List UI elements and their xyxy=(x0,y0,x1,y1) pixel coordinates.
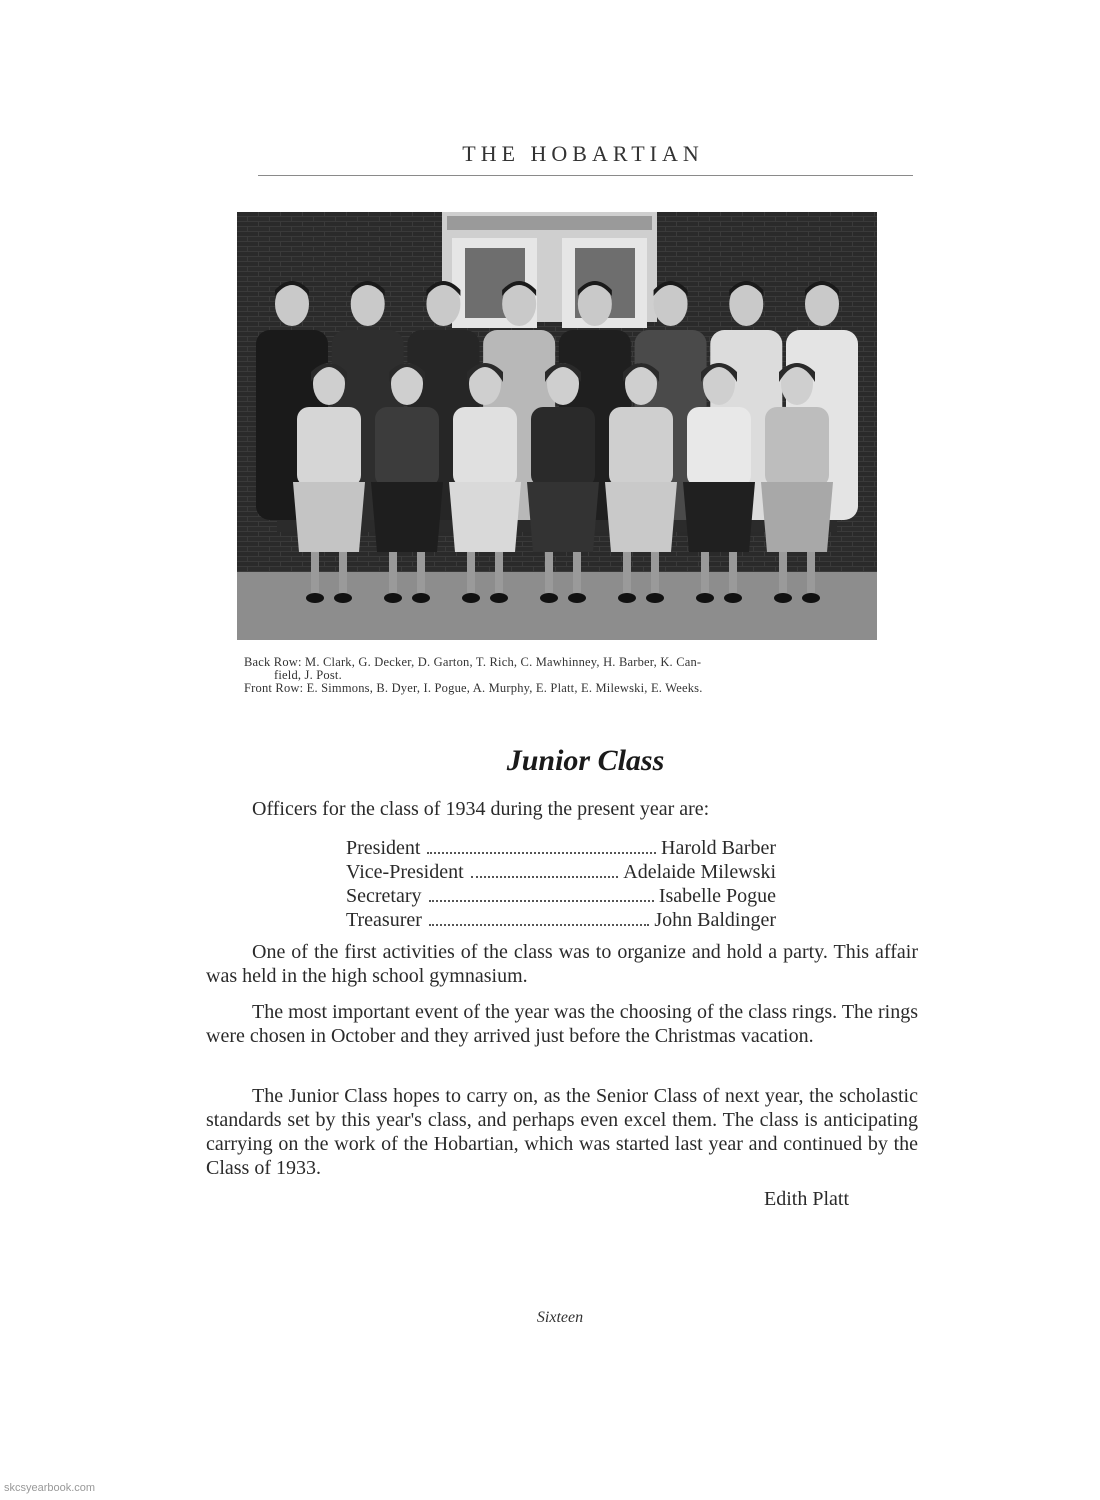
body-paragraph-2: The most important event of the year was the choosing of the class rings. The rings were chosen in October and they arrived just before the Christmas vacation. xyxy=(206,1001,918,1047)
officers-intro: Officers for the class of 1934 during the present year are: xyxy=(252,798,710,820)
body-paragraph-1: One of the first activities of the class was to organize and hold a party. This affair was held in the high school gymnasium. xyxy=(206,941,918,987)
site-watermark: skcsyearbook.com xyxy=(4,1482,96,1494)
officers-list xyxy=(346,836,776,932)
body-paragraph-3: The Junior Class hopes to carry on, as the Senior Class of next year, the scholastic standards set by this year's class, and perhaps even excel them. The class is anticipating carrying on the work of the Hobartian, which was started last year and continued by the Class of 1933. xyxy=(206,1085,918,1179)
caption-front-row: Front Row: E. Simmons, B. Dyer, I. Pogue, A. Murphy, E. Platt, E. Milewski, E. Weeks. xyxy=(244,681,703,695)
officer-name: John Baldinger xyxy=(654,909,776,931)
author-signature: Edith Platt xyxy=(764,1188,849,1210)
officer-name: Isabelle Pogue xyxy=(658,885,776,907)
header-rule xyxy=(258,175,913,176)
photo-caption xyxy=(244,656,904,695)
officer-role: Vice-President xyxy=(346,861,464,883)
officer-role: President xyxy=(346,837,421,859)
class-photo-illustration xyxy=(237,212,877,640)
school-doorway xyxy=(442,212,657,328)
leader-dots xyxy=(427,852,656,854)
caption-back-row-line2: field, J. Post. xyxy=(274,668,342,682)
leader-dots xyxy=(471,876,619,878)
leader-dots xyxy=(429,900,654,902)
officer-row-secretary xyxy=(346,884,776,908)
officer-name: Harold Barber xyxy=(661,837,776,859)
officer-name: Adelaide Milewski xyxy=(623,861,776,883)
leader-dots xyxy=(429,924,649,926)
class-group-photo xyxy=(237,212,877,640)
officer-row-treasurer xyxy=(346,908,776,932)
officer-row-president xyxy=(346,836,776,860)
page-number: Sixteen xyxy=(536,1309,584,1326)
section-title: Junior Class xyxy=(506,744,665,777)
officer-row-vice-president xyxy=(346,860,776,884)
caption-back-row-line1: Back Row: M. Clark, G. Decker, D. Garton, T. Rich, C. Mawhinney, H. Barber, K. Can- xyxy=(244,655,702,669)
officer-role: Treasurer xyxy=(346,909,422,931)
officer-role: Secretary xyxy=(346,885,422,907)
running-head: THE HOBARTIAN xyxy=(462,141,704,166)
